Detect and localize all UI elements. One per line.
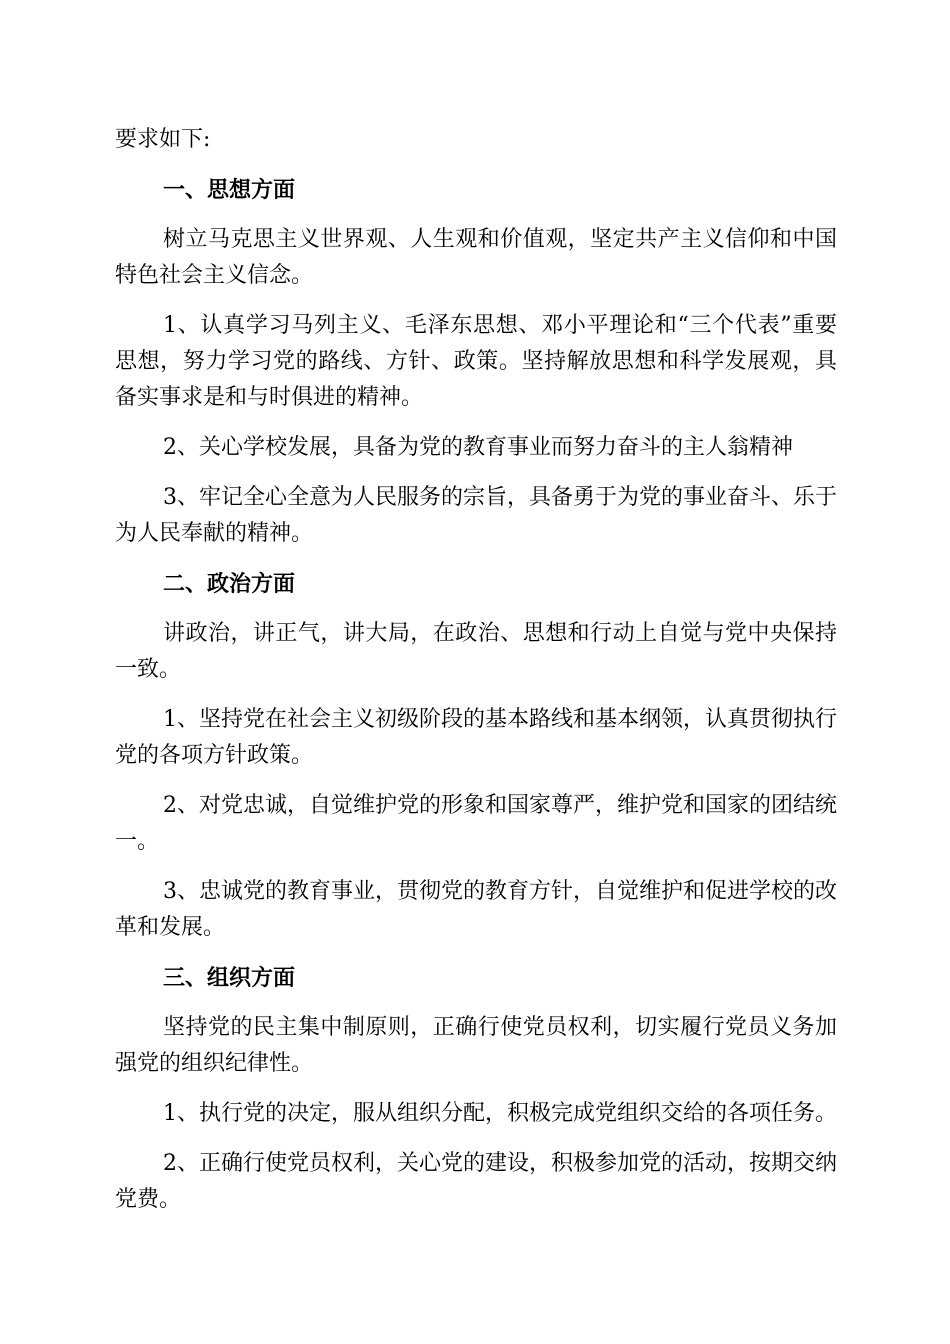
section-heading: 三、组织方面 bbox=[163, 965, 296, 991]
list-item: 1、坚持党在社会主义初级阶段的基本路线和基本纲领，认真贯彻执行党的各项方针政策。 bbox=[115, 707, 837, 768]
list-item: 2、对党忠诚，自觉维护党的形象和国家尊严，维护党和国家的团结统一。 bbox=[115, 793, 837, 854]
section-summary: 树立马克思主义世界观、人生观和价值观，坚定共产主义信仰和中国特色社会主义信念。 bbox=[115, 227, 837, 288]
list-item: 1、认真学习马列主义、毛泽东思想、邓小平理论和“三个代表”重要思想，努力学习党的路线、方针、政策。坚持解放思想和科学发展观，具备实事求是和与时俱进的精神。 bbox=[115, 313, 837, 410]
document-body bbox=[115, 122, 837, 1232]
list-item: 3、牢记全心全意为人民服务的宗旨，具备勇于为党的事业奋斗、乐于为人民奉献的精神。 bbox=[115, 485, 837, 546]
list-item: 3、忠诚党的教育事业，贯彻党的教育方针，自觉维护和促进学校的改革和发展。 bbox=[115, 879, 837, 940]
list-item: 2、正确行使党员权利，关心党的建设，积极参加党的活动，按期交纳党费。 bbox=[115, 1151, 837, 1212]
section-heading: 二、政治方面 bbox=[163, 571, 296, 597]
section-politics bbox=[115, 566, 837, 946]
section-heading: 一、思想方面 bbox=[163, 177, 296, 203]
list-item: 2、关心学校发展，具备为党的教育事业而努力奋斗的主人翁精神 bbox=[163, 435, 793, 460]
section-organization bbox=[115, 960, 837, 1218]
intro-line: 要求如下: bbox=[115, 127, 211, 152]
section-summary: 坚持党的民主集中制原则，正确行使党员权利，切实履行党员义务加强党的组织纪律性。 bbox=[115, 1015, 837, 1076]
list-item: 1、执行党的决定，服从组织分配，积极完成党组织交给的各项任务。 bbox=[163, 1101, 837, 1126]
section-summary: 讲政治，讲正气，讲大局，在政治、思想和行动上自觉与党中央保持一致。 bbox=[115, 621, 837, 682]
section-thought bbox=[115, 172, 837, 552]
